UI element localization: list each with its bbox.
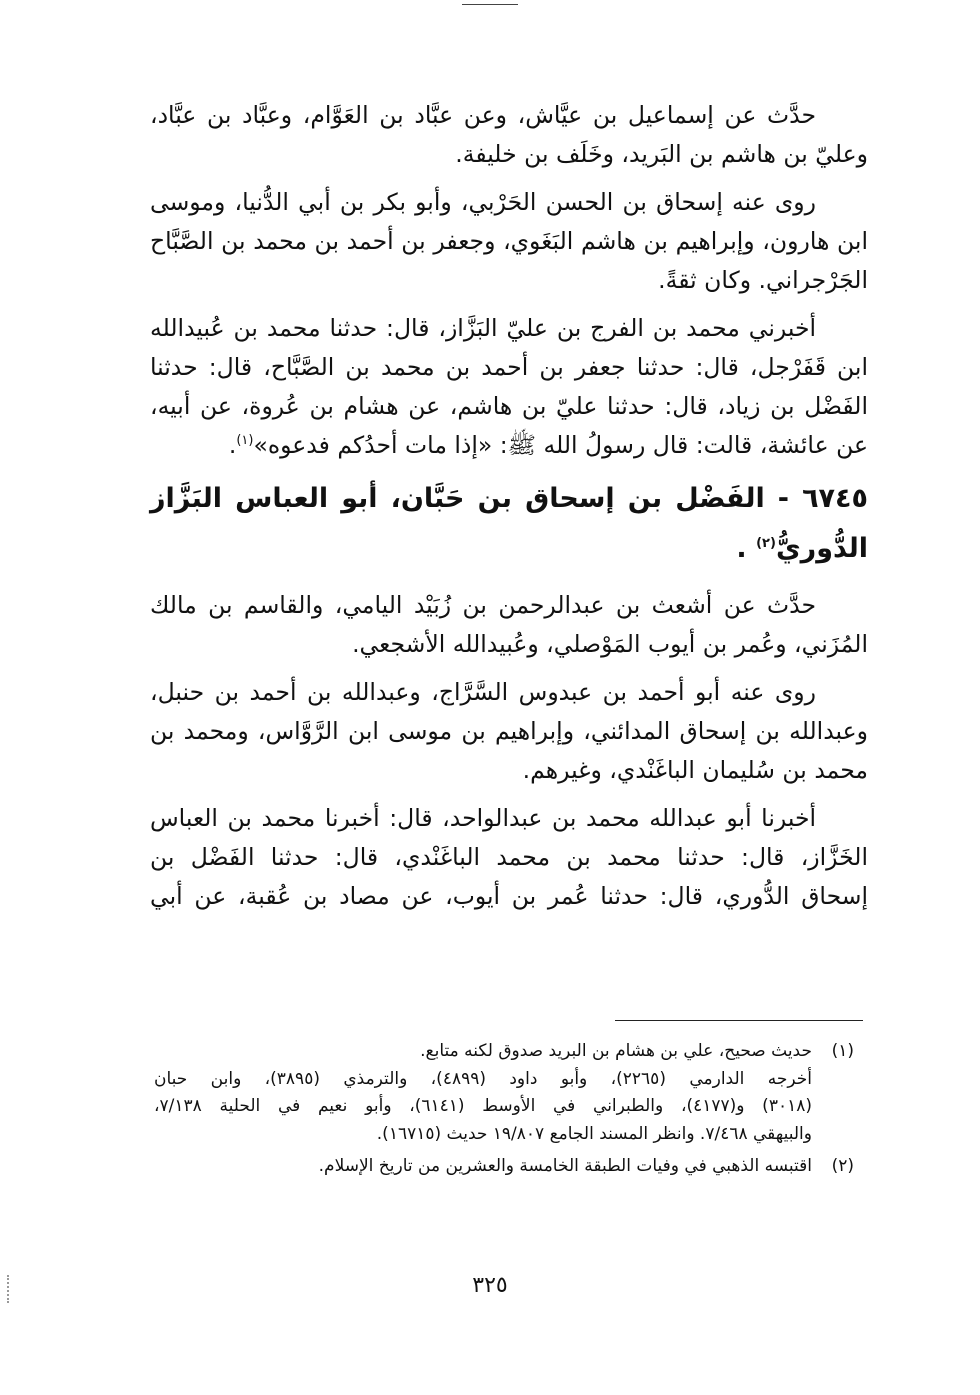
- footnote-number: (١): [831, 1041, 854, 1061]
- paragraph-hadith-chain: [150, 799, 868, 916]
- footnote-ref-2[interactable]: (٢): [756, 536, 776, 551]
- text-line: أخبرنا أبو عبدالله محمد بن عبدالواحد، قال: أخبرنا محمد بن العباس: [150, 804, 816, 832]
- footnote-line: حديث صحيح، علي بن هشام بن البريد صدوق لكنه متابع.: [420, 1041, 812, 1061]
- paragraph-narrated-from: [150, 96, 868, 174]
- footnote-separator: [615, 1020, 863, 1021]
- footnote-line: (٣٠١٨) و(٤١٧٧)، والطبراني في الأوسط (٦١٤١)، وأبو نعيم في الحلية ٧/١٣٨،: [154, 1096, 812, 1116]
- entry-nisba: الدُّوريُّ: [775, 533, 868, 564]
- page-number: ٣٢٥: [472, 1273, 508, 1298]
- text-line: [150, 426, 868, 465]
- text-line: روى عنه أبو أحمد بن عبدوس السَّرَّاج، وعبدالله بن أحمد بن حنبل،: [150, 678, 816, 706]
- paragraph-narrated-by: [150, 673, 868, 790]
- entry-title-line: [150, 524, 868, 574]
- text-line: حدَّث عن أشعث بن عبدالرحمن بن زُبَيْد اليامي، والقاسم بن مالك: [150, 591, 816, 619]
- page-body: [150, 96, 868, 925]
- text-line: وعبدالله بن إسحاق المدائني، وإبراهيم بن موسى ابن الرَّوَّاس، ومحمد بن: [150, 717, 868, 745]
- paragraph-hadith-chain: [150, 309, 868, 465]
- text-line: روى عنه إسحاق بن الحسن الحَرْبي، وأبو بكر بن أبي الدُّنيا، وموسى: [150, 188, 816, 216]
- top-edge-mark: [462, 4, 518, 5]
- hadith-text: عن عائشة، قالت: قال رسولُ الله ﷺ: «إذا مات أحدُكم فدعوه»: [253, 431, 868, 459]
- scan-edge-marks: [7, 1275, 11, 1303]
- text-line: الخَزَّاز، قال: حدثنا محمد بن محمد الباغَنْدي، قال: حدثنا الفَضْل بن: [150, 843, 868, 871]
- footnote-2: [154, 1153, 854, 1181]
- paragraph-narrated-from: [150, 586, 868, 664]
- footnote-line: أخرجه الدارمي (٢٢٦٥)، وأبو داود (٤٨٩٩)، والترمذي (٣٨٩٥)، وابن حبان: [154, 1068, 812, 1089]
- text-line: ابن هارون، وإبراهيم بن هاشم البَغَوي، وجعفر بن أحمد بن محمد بن الصَّبَّاح: [150, 227, 868, 255]
- footnote-line: والبيهقي ٧/٤٦٨. وانظر المسند الجامع ١٩/٨٠٧ حديث (١٦٧١٥).: [376, 1123, 812, 1144]
- entry-heading: [150, 474, 868, 574]
- text-line: المُزَني، وعُمر بن أيوب المَوْصلي، وعُبيدالله الأشجعي.: [352, 630, 868, 658]
- footnote-number: (٢): [831, 1156, 854, 1176]
- text-line: إسحاق الدُّوري، قال: حدثنا عُمر بن أيوب، عن مصاد بن عُقبة، عن أبي: [150, 882, 868, 910]
- line-end-mark: .: [736, 533, 757, 564]
- footnote-1: [154, 1038, 854, 1148]
- paragraph-narrated-by: [150, 183, 868, 300]
- line-end-mark: .: [228, 431, 237, 459]
- text-line: وعليّ بن هاشم بن البَريد، وخَلَف بن خليفة.: [455, 140, 868, 168]
- footnote-ref-1[interactable]: (١): [236, 433, 254, 449]
- text-line: الجَرْجراني. وكان ثقةً.: [658, 266, 868, 294]
- footnote-line: اقتبسه الذهبي في وفيات الطبقة الخامسة والعشرين من تاريخ الإسلام.: [318, 1156, 812, 1176]
- text-line: الفَضْل بن زياد، قال: حدثنا عليّ بن هاشم، عن هشام بن عُروة، عن أبيه،: [150, 392, 868, 420]
- footnotes: [154, 1038, 854, 1186]
- text-line: حدَّث عن إسماعيل بن عيَّاش، وعن عبَّاد بن العَوَّام، وعبَّاد بن عبَّاد،: [150, 101, 816, 129]
- text-line: أخبرني محمد بن الفرج بن عليّ البَزَّاز، قال: حدثنا محمد بن عُبيدالله: [150, 314, 816, 342]
- entry-title-line: ٦٧٤٥ - الفَضْل بن إسحاق بن حَبَّان، أبو العباس البَزَّاز: [150, 483, 868, 514]
- text-line: محمد بن سُليمان الباغَنْدي، وغيرهم.: [522, 756, 868, 784]
- text-line: ابن قَفَرْجل، قال: حدثنا جعفر بن أحمد بن محمد بن الصَّبَّاح، قال: حدثنا: [150, 353, 868, 381]
